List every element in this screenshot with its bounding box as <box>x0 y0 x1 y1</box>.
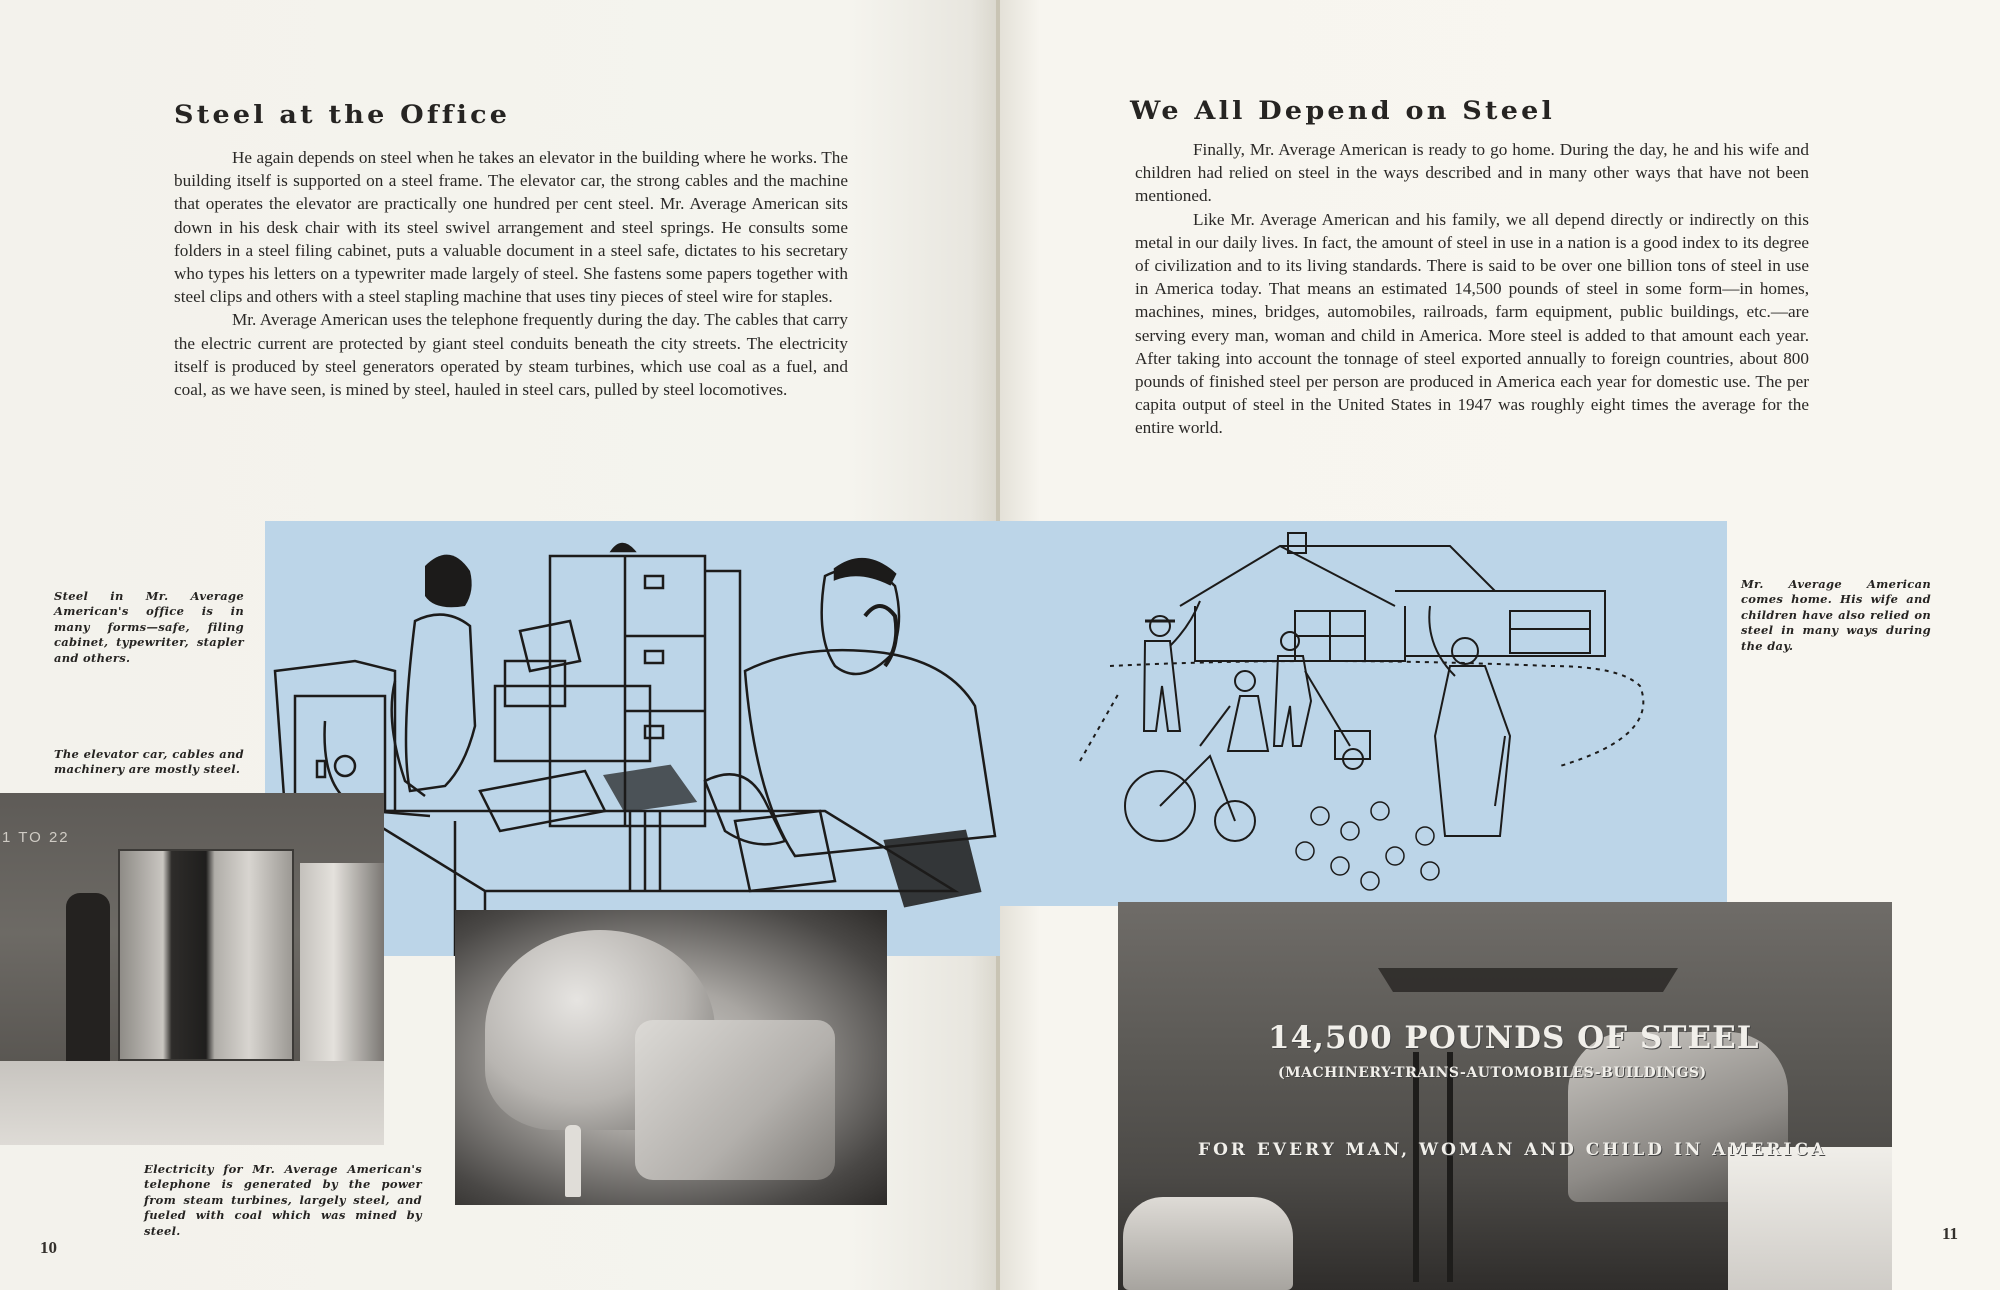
left-paragraph-1: He again depends on steel when he takes an elevator in the building where he works. The building itself is supported on a steel frame. The elevator car, the strong cables and the machine that operates the elevator are practically one hundred per cent steel. Mr. Average American sits down in his desk chair with its steel swivel arrangement and steel springs. He consults some folders in a steel filing cabinet, puts a valuable document in a steel safe, dictates to his secretary who types his letters on a typewriter made largely of steel. She fastens some papers together with steel clips and others with a steel stapling machine that uses tiny pieces of steel wire for staples. <box>174 148 848 307</box>
safe-icon <box>275 661 395 811</box>
elevator-floor-sign: 1 TO 22 <box>2 829 70 846</box>
elevator-photo <box>0 793 384 1145</box>
ship <box>1378 952 1678 992</box>
right-page-heading: We All Depend on Steel <box>1130 96 1556 125</box>
turbine-generator <box>635 1020 835 1180</box>
caption-turbine: Electricity for Mr. Average American's telephone is generated by the power from steam turbines, largely steel, and fueled with coal which was mined by steel. <box>144 1162 422 1238</box>
right-paragraph-2: Like Mr. Average American and his family, we all depend directly or indirectly on this metal in our daily lives. In fact, the amount of steel in use in a nation is a good index to its degree of civilization and to its living standards. There is said to be over one billion tons of steel in use in America today. That means an estimated 14,500 pounds of steel in some form—in homes, machines, mines, bridges, automobiles, railroads, farm equipment, public buildings, etc.—are serving every man, woman and child in America. More steel is added to that amount each year. After taking into account the tonnage of steel exported annually to foreign countries, about 800 pounds of finished steel per person are produced in America each year for domestic use. The per capita output of steel in the United States in 1947 was roughly eight times the average for the entire world. <box>1135 209 1809 438</box>
collage-subtitle: (MACHINERY-TRAINS-AUTOMOBILES-BUILDINGS) <box>1278 1065 1707 1081</box>
right-page-body <box>1135 138 1809 440</box>
caption-elevator: The elevator car, cables and machinery are mostly steel. <box>54 747 244 777</box>
elevator-doors <box>118 849 294 1061</box>
collage-tagline: FOR EVERY MAN, WOMAN AND CHILD IN AMERICA <box>1198 1140 1828 1160</box>
steel-collage-photo <box>1118 902 1892 1290</box>
elevator-floor <box>0 1061 384 1145</box>
left-page-heading: Steel at the Office <box>174 100 511 129</box>
right-paragraph-1: Finally, Mr. Average American is ready to go home. During the day, he and his wife and children had relied on steel in the ways described and in many other ways that have not been mentioned. <box>1135 140 1809 206</box>
steam-turbine-photo <box>455 910 887 1205</box>
left-paragraph-2: Mr. Average American uses the telephone frequently during the day. The cables that carry the electric current are protected by giant steel conduits beneath the city streets. The electricity itself is produced by steel generators operated by steam turbines, which use coal as a fuel, and coal, as we have seen, is mined by steel, hauled in steel cars, pulled by steel locomotives. <box>174 310 848 400</box>
turbine-worker <box>565 1125 581 1197</box>
caption-office: Steel in Mr. Average American's office is in many forms—safe, filing cabinet, typewriter, stapler and others. <box>54 589 244 665</box>
elevator-operator <box>66 893 110 1063</box>
collage-title: 14,500 POUNDS OF STEEL <box>1268 1020 1760 1056</box>
family-home-illustration <box>1050 521 1727 906</box>
page-number-right: 11 <box>1942 1224 1959 1243</box>
left-page-body <box>174 146 848 401</box>
kitchen-stove <box>1728 1147 1892 1290</box>
automobile <box>1123 1197 1293 1290</box>
page-number-left: 10 <box>40 1238 57 1257</box>
bridge-tower <box>1413 1052 1453 1282</box>
caption-home: Mr. Average American comes home. His wife and children have also relied on steel in many ways during the day. <box>1741 577 1931 653</box>
